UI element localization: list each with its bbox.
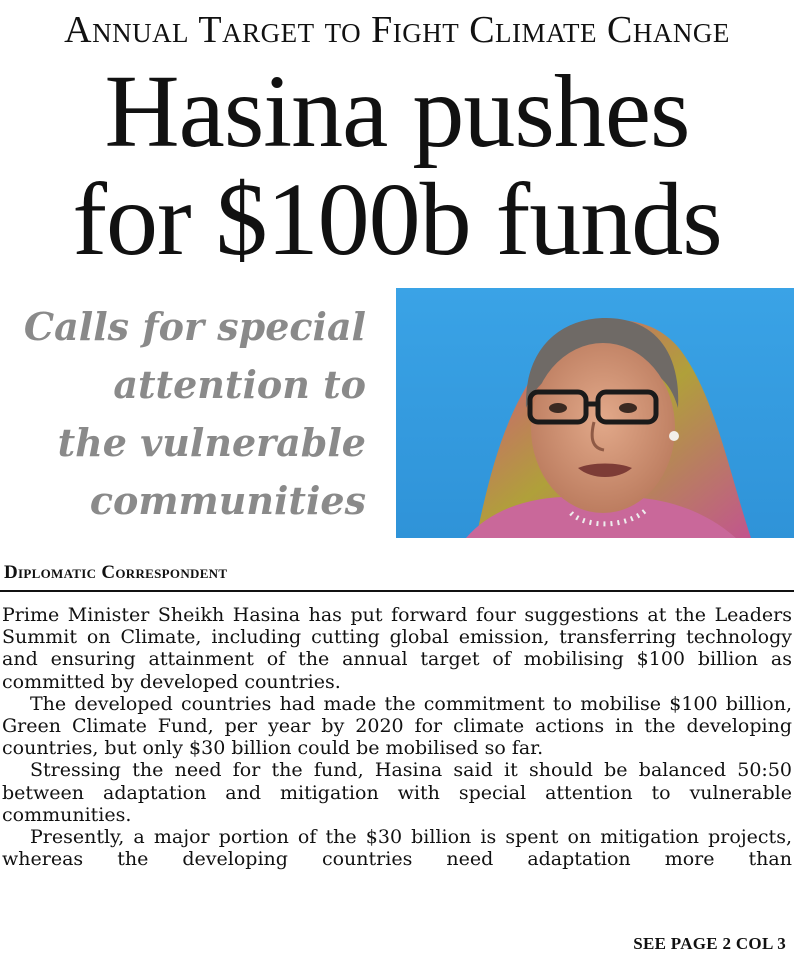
paragraph-4: Presently, a major portion of the $30 billion is spent on mitigation projects, whereas the developing countries need adaptation more than [2,826,792,871]
subhead-line-3: the vulnerable [57,420,366,465]
article-body [2,604,792,870]
subhead-line-2: attention to [113,362,366,407]
continuation-jump: SEE PAGE 2 COL 3 [633,934,786,953]
portrait-photo [396,288,794,538]
main-headline [0,54,794,277]
subhead-line-1: Calls for special [23,304,366,349]
byline: Diplomatic Correspondent [4,562,228,583]
subheadline [20,298,366,530]
headline-line-2: for $100b funds [72,162,722,277]
paragraph-3: Stressing the need for the fund, Hasina said it should be balanced 50:50 between adaptation and mitigation with special attention to vulnerable communities. [2,759,792,826]
headline-line-1: Hasina pushes [104,54,690,169]
subhead-line-4: communities [89,478,366,523]
kicker-headline: Annual Target to Fight Climate Change [64,9,730,51]
portrait-illustration [396,288,794,538]
paragraph-1: Prime Minister Sheikh Hasina has put forward four suggestions at the Leaders Summit on Climate, including cutting global emission, transferring technology and ensuring attainment of the annual target of mobilising $100 billion as committed by developed countries. [2,604,792,693]
byline-rule [0,590,794,592]
paragraph-2: The developed countries had made the commitment to mobilise $100 billion, Green Climate Fund, per year by 2020 for climate actions in the developing countries, but only $30 billion could be mobilised so far. [2,692,792,760]
